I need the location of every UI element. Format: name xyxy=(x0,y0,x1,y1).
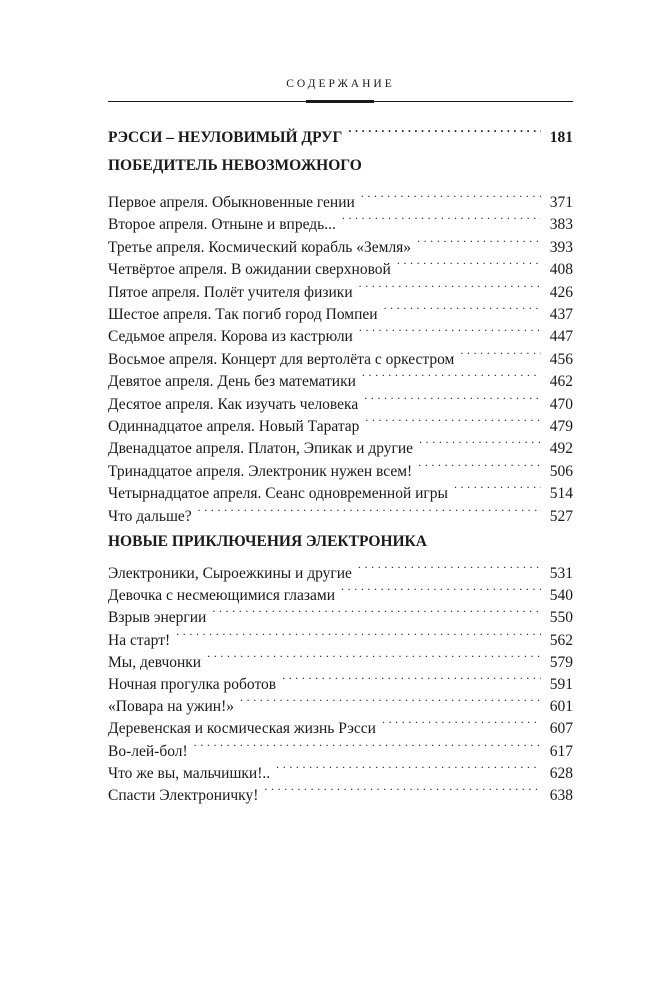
toc-entry-title: Деревенская и космическая жизнь Рэсси xyxy=(108,720,376,738)
toc-entry-page: 447 xyxy=(549,328,573,346)
toc-entry-page: 514 xyxy=(549,485,573,503)
toc-entry-title: Десятое апреля. Как изучать человека xyxy=(108,395,359,413)
page-header: СОДЕРЖАНИЕ xyxy=(286,78,395,90)
header-rule-accent xyxy=(306,100,374,104)
toc-entry-title: Четырнадцатое апреля. Сеанс одновременной игры xyxy=(108,485,448,503)
toc-entry-title: Двенадцатое апреля. Платон, Эпикак и другие xyxy=(108,440,414,458)
toc-leader-dots xyxy=(359,277,541,297)
toc-leader-dots xyxy=(382,713,541,733)
toc-leader-dots xyxy=(419,433,541,453)
toc-leader-dots xyxy=(361,187,541,207)
toc-entry-title: Четвёртое апреля. В ожидании сверхновой xyxy=(108,261,391,279)
toc-leader-dots xyxy=(207,647,541,667)
toc-entry-page: 462 xyxy=(549,373,573,391)
toc-entry-title: Пятое апреля. Полёт учителя физики xyxy=(108,283,353,301)
toc-entry-page: 607 xyxy=(549,720,573,738)
toc-entry-page: 550 xyxy=(549,609,573,627)
toc-entry-title: Что же вы, мальчишки!.. xyxy=(108,764,271,782)
toc-entry-title: Мы, девчонки xyxy=(108,653,202,671)
toc-entry-page: 506 xyxy=(549,462,573,480)
toc-entry-title: РЭССИ – НЕУЛОВИМЫЙ ДРУГ xyxy=(108,129,343,146)
toc-entry-page: 540 xyxy=(549,587,573,605)
toc-leader-dots xyxy=(358,558,541,578)
toc-leader-dots xyxy=(198,501,541,521)
toc-entry-page: 527 xyxy=(549,507,573,525)
toc-leader-dots xyxy=(417,232,541,252)
toc-entry-page: 479 xyxy=(549,418,573,435)
toc-entry-page: 408 xyxy=(549,261,573,279)
toc-entry-page: 181 xyxy=(549,129,573,146)
toc-leader-dots xyxy=(359,321,541,341)
toc-leader-dots xyxy=(418,456,541,476)
toc-entry-title: Седьмое апреля. Корова из кастрюли xyxy=(108,328,353,346)
toc-entry-title: Девятое апреля. День без математики xyxy=(108,373,356,391)
toc-leader-dots xyxy=(460,344,541,364)
toc-entry-page: 383 xyxy=(549,216,573,234)
toc-entry-page: 531 xyxy=(549,565,573,582)
toc-entry-title: Одиннадцатое апреля. Новый Таратар xyxy=(108,418,360,435)
toc-entry-title: Второе апреля. Отныне и впредь... xyxy=(108,216,336,234)
toc-entry-title: Во-лей-бол! xyxy=(108,742,188,760)
toc-entry-page: 426 xyxy=(549,283,573,301)
toc-leader-dots xyxy=(454,478,541,498)
section-heading: НОВЫЕ ПРИКЛЮЧЕНИЯ ЭЛЕКТРОНИКА xyxy=(108,533,427,550)
toc-entry-title: Спасти Электроничку! xyxy=(108,787,259,804)
toc-entry-title: «Повара на ужин!» xyxy=(108,698,234,716)
toc-entry-title: Третье апреля. Космический корабль «Земля» xyxy=(108,238,412,256)
toc-leader-dots xyxy=(365,411,541,431)
toc-leader-dots xyxy=(384,299,541,319)
toc-entry-page: 638 xyxy=(549,787,573,804)
toc-leader-dots xyxy=(397,254,541,274)
toc-entry-page: 591 xyxy=(549,676,573,693)
toc-leader-dots xyxy=(342,209,541,229)
toc-entry-title: Взрыв энергии xyxy=(108,609,207,627)
toc-leader-dots xyxy=(341,580,541,600)
toc-entry-page: 437 xyxy=(549,306,573,323)
toc-entry-title: Ночная прогулка роботов xyxy=(108,676,277,693)
toc-entry-page: 562 xyxy=(549,631,573,649)
toc-entry-page: 601 xyxy=(549,698,573,716)
toc-leader-dots xyxy=(348,122,541,142)
toc-entry-page: 371 xyxy=(549,194,573,211)
toc-entry-page: 456 xyxy=(549,350,573,368)
toc-leader-dots xyxy=(364,389,541,409)
toc-entry-title: Шестое апреля. Так погиб город Помпеи xyxy=(108,306,378,323)
toc-leader-dots xyxy=(194,736,541,756)
toc-leader-dots xyxy=(276,758,541,778)
toc-entry-page: 492 xyxy=(549,440,573,458)
toc-entry-page: 470 xyxy=(549,395,573,413)
toc-leader-dots xyxy=(282,669,541,689)
section-heading: ПОБЕДИТЕЛЬ НЕВОЗМОЖНОГО xyxy=(108,157,362,174)
toc-entry-title: Что дальше? xyxy=(108,507,192,525)
toc-entry-title: На старт! xyxy=(108,631,171,649)
toc-leader-dots xyxy=(362,366,541,386)
toc-leader-dots xyxy=(240,691,541,711)
toc-entry-title: Восьмое апреля. Концерт для вертолёта с оркестром xyxy=(108,350,455,368)
toc-entry-title: Тринадцатое апреля. Электроник нужен всем! xyxy=(108,462,413,480)
toc-entry-page: 617 xyxy=(549,742,573,760)
toc-leader-dots xyxy=(264,780,541,800)
toc-leader-dots xyxy=(176,625,541,645)
toc-leader-dots xyxy=(212,602,541,622)
toc-entry-page: 628 xyxy=(549,764,573,782)
toc-entry-title: Девочка с несмеющимися глазами xyxy=(108,587,336,605)
toc-page xyxy=(108,0,573,1000)
toc-entry[interactable] xyxy=(108,780,573,806)
toc-entry-top[interactable] xyxy=(108,122,573,148)
toc-entry-title: Первое апреля. Обыкновенные гении xyxy=(108,194,355,211)
toc-entry[interactable] xyxy=(108,501,573,527)
toc-entry-page: 579 xyxy=(549,653,573,671)
toc-entry-title: Электроники, Сыроежкины и другие xyxy=(108,565,352,582)
toc-entry-page: 393 xyxy=(549,238,573,256)
